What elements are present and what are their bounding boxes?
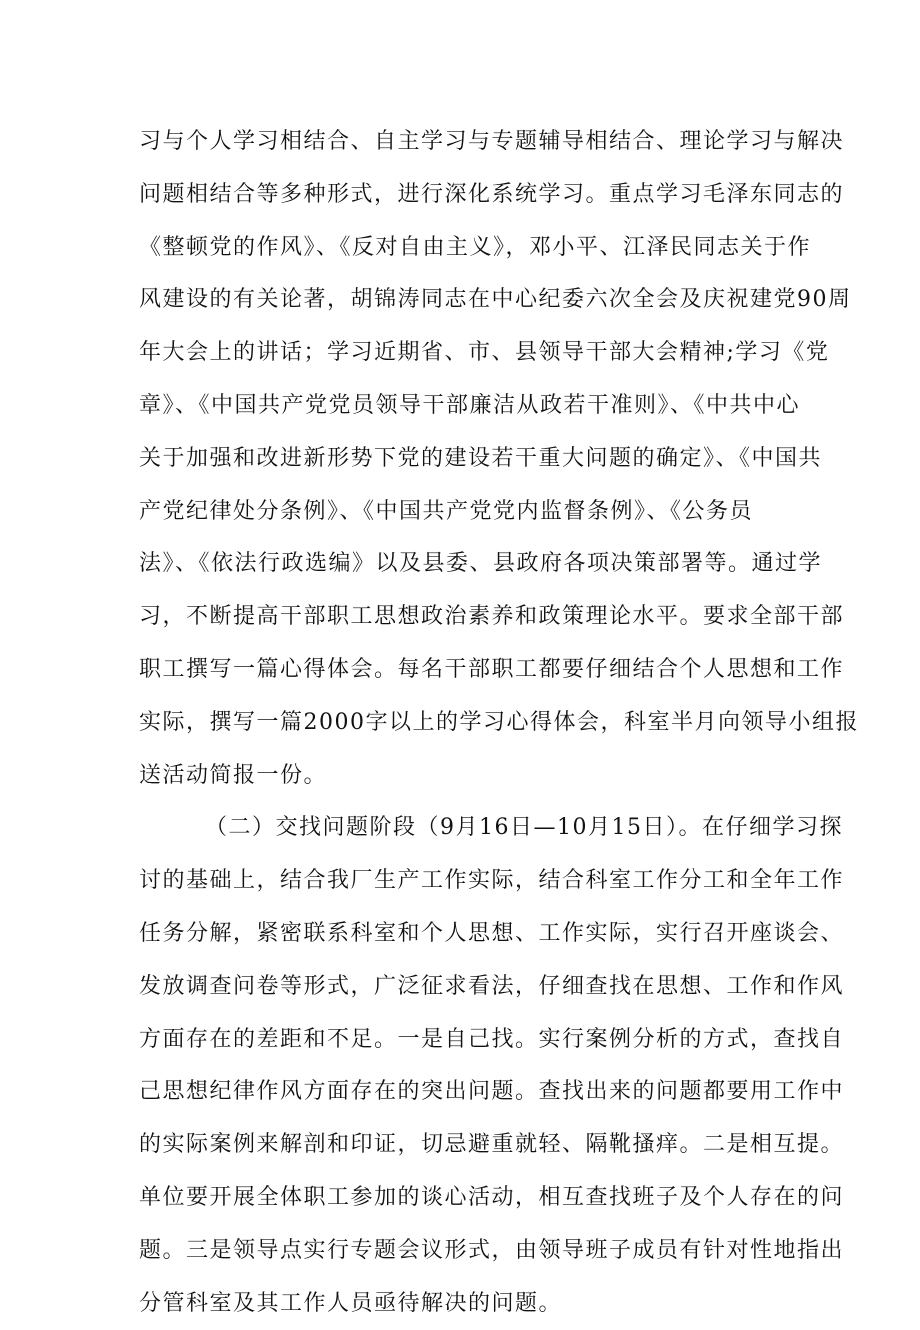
paragraph-1-line: 习，不断提高干部职工思想政治素养和政策理论水平。要求全部干部 xyxy=(139,604,845,630)
paragraph-2-line: 己思想纪律作风方面存在的突出问题。查找出来的问题都要用工作中 xyxy=(139,1079,845,1105)
paragraph-2-line: 发放调查问卷等形式，广泛征求看法，仔细查找在思想、工作和作风 xyxy=(139,973,845,999)
paragraph-1-line: 关于加强和改进新形势下党的建设若干重大问题的确定》、《中国共 xyxy=(139,445,823,471)
paragraph-1-line: 《整顿党的作风》、《反对自由主义》，邓小平、江泽民同志关于作 xyxy=(139,234,812,260)
paragraph-1-line: 职工撰写一篇心得体会。每名干部职工都要仔细结合个人思想和工作 xyxy=(139,656,845,682)
paragraph-1-line: 年大会上的讲话；学习近期省、市、县领导干部大会精神;学习《党 xyxy=(139,340,830,366)
paragraph-2-line: 方面存在的差距和不足。一是自己找。实行案例分析的方式，查找自 xyxy=(139,1026,845,1052)
paragraph-2-line: 的实际案例来解剖和印证，切忌避重就轻、隔靴搔痒。二是相互提。 xyxy=(139,1132,845,1158)
paragraph-1-line: 法》、《依法行政选编》以及县委、县政府各项决策部署等。通过学 xyxy=(139,551,823,577)
paragraph-2-line: 任务分解，紧密联系科室和个人思想、工作实际，实行召开座谈会、 xyxy=(139,920,845,946)
body-text xyxy=(139,116,859,1330)
paragraph-2-line: 分管科室及其工作人员亟待解决的问题。 xyxy=(139,1290,563,1316)
paragraph-2-line: 讨的基础上，结合我厂生产工作实际，结合科室工作分工和全年工作 xyxy=(139,868,845,894)
paragraph-1-line: 实际，撰写一篇2000字以上的学习心得体会，科室半月向领导小组报 xyxy=(139,709,859,735)
paragraph-1-line: 章》、《中国共产党党员领导干部廉洁从政若干准则》、《中共中心 xyxy=(139,392,801,418)
paragraph-1-line: 风建设的有关论著，胡锦涛同志在中心纪委六次全会及庆祝建党90周 xyxy=(139,287,852,313)
paragraph-1-line: 送活动简报一份。 xyxy=(139,762,328,788)
paragraph-2-line: 单位要开展全体职工参加的谈心活动，相互查找班子及个人存在的问 xyxy=(139,1184,845,1210)
paragraph-1-line: 问题相结合等多种形式，进行深化系统学习。重点学习毛泽东同志的 xyxy=(139,181,845,207)
paragraph-2-line: 题。三是领导点实行专题会议形式，由领导班子成员有针对性地指出 xyxy=(139,1237,845,1263)
paragraph-1-line: 产党纪律处分条例》、《中国共产党党内监督条例》、《公务员 xyxy=(139,498,754,524)
paragraph-2-line: （二）交找问题阶段（9月16日—10月15日）。在仔细学习探 xyxy=(205,815,843,841)
paragraph-1-line: 习与个人学习相结合、自主学习与专题辅导相结合、理论学习与解决 xyxy=(139,129,845,154)
